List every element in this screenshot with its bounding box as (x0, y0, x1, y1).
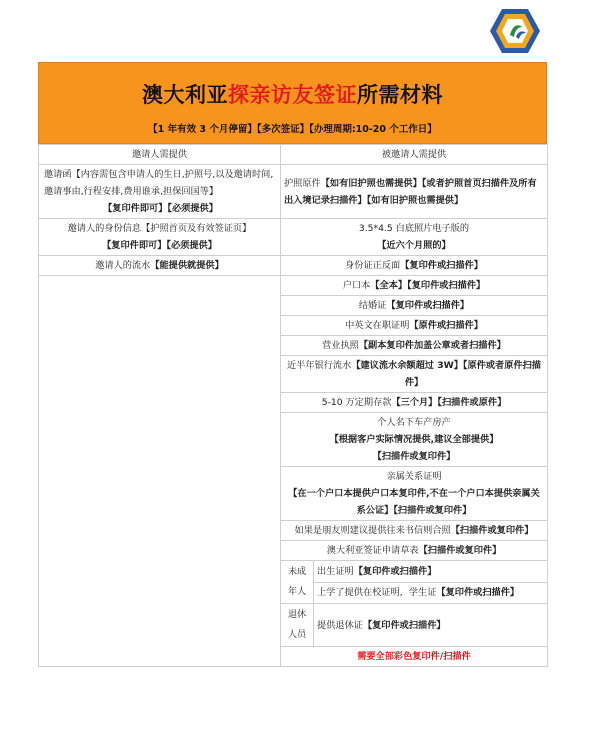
deposit-note: 【三个月】【扫描件或原件】 (391, 397, 507, 408)
license-cell (281, 336, 548, 356)
bank-note: 【建议流水余额超过 3W】【原件或者原件扫描件】 (351, 360, 541, 388)
marriage-cell (281, 296, 548, 316)
inviter-column-header: 邀请人需提供 (39, 145, 281, 165)
idcard-note: 【复印件或扫描件】 (400, 260, 483, 271)
table-row (39, 336, 548, 356)
minor-school-label: 上学了提供在校证明，学生证 (317, 587, 437, 599)
employment-label: 中英文在职证明 (345, 320, 410, 331)
table-row (39, 393, 548, 413)
empty-cell (39, 647, 281, 667)
friend-label: 如果是朋友则建议提供往来书信则合照 (294, 525, 451, 536)
minor-label: 未成年人 (281, 561, 314, 604)
inviter-flow-note: 【能提供就提供】 (150, 260, 224, 271)
minor-birth-label: 出生证明 (317, 565, 354, 577)
invitee-column-header: 被邀请人需提供 (281, 145, 548, 165)
table-row (39, 256, 548, 276)
form-label: 澳大利亚签证申请草表 (326, 545, 419, 556)
employment-cell (281, 316, 548, 336)
empty-cell (39, 604, 281, 647)
hukou-note: 【全本】【复印件或扫描件】 (370, 280, 486, 291)
empty-cell (39, 336, 281, 356)
hukou-label: 户口本 (342, 280, 371, 291)
color-copy-note: 需要全部彩色复印件/扫描件 (281, 647, 548, 667)
minor-school-note: 【复印件或扫描件】 (436, 587, 520, 599)
photo-label: 3.5*4.5 白底照片电子版的 (358, 223, 470, 234)
table-row (39, 647, 548, 667)
inviter-id-text: 邀请人的身份信息【护照首页及有效签证页】 (67, 223, 252, 234)
empty-cell (39, 296, 281, 316)
inviter-id-note: 【复印件即可】【必须提供】 (102, 240, 217, 251)
empty-cell (39, 521, 281, 541)
inviter-flow-text: 邀请人的流水 (95, 260, 151, 271)
deposit-cell (281, 393, 548, 413)
retired-text: 提供退休证 (317, 619, 363, 631)
table-row (39, 521, 548, 541)
license-label: 营业执照 (322, 340, 359, 351)
photo-cell (281, 219, 548, 256)
table-row (39, 276, 548, 296)
retired-note: 【复印件或扫描件】 (362, 619, 446, 631)
employment-note: 【原件或扫描件】 (409, 320, 483, 331)
table-row (39, 561, 548, 583)
relation-note: 【在一个户口本提供户口本复印件,不在一个户口本提供亲属关系公证】【扫描件或复印件】 (288, 488, 540, 516)
inviter-letter-text: 邀请函【内容需包含申请人的生日,护照号,以及邀请时间,邀请事由,行程安排,费用谁承,担保回国等】 (44, 169, 274, 197)
license-note: 【副本复印件加盖公章或者扫描件】 (358, 340, 506, 351)
inviter-id-cell (39, 219, 281, 256)
table-row (39, 604, 548, 647)
minor-school-cell (314, 582, 548, 604)
inviter-letter-cell (39, 165, 281, 219)
minor-birth-cell (314, 561, 548, 583)
minor-birth-note: 【复印件或扫描件】 (353, 565, 437, 577)
passport-cell (281, 165, 548, 219)
form-note: 【扫描件或复印件】 (418, 545, 502, 556)
form-cell (281, 541, 548, 561)
table-row (39, 356, 548, 393)
empty-cell (39, 393, 281, 413)
empty-cell (39, 561, 281, 583)
document-header (38, 62, 547, 144)
inviter-flow-cell (39, 256, 281, 276)
passport-label: 护照原件 (284, 177, 321, 189)
friend-cell (281, 521, 548, 541)
table-row (39, 165, 548, 219)
document (38, 62, 547, 667)
hukou-cell (281, 276, 548, 296)
table-row (39, 219, 548, 256)
passport-note: 【如有旧护照也需提供】【或者护照首页扫描件及所有出入境记录扫描件】【如有旧护照也需提供】 (284, 177, 537, 206)
company-logo-icon (489, 6, 541, 56)
table-row (39, 541, 548, 561)
retired-label: 退休人员 (281, 604, 314, 647)
materials-table (38, 144, 548, 667)
friend-note: 【扫描件或复印件】 (450, 525, 534, 536)
photo-note: 【近六个月照的】 (377, 240, 451, 251)
title-highlight: 探亲访友签证 (228, 83, 357, 107)
relation-label: 亲属关系证明 (386, 471, 442, 482)
retired-cell (314, 604, 548, 647)
title-part2: 所需材料 (357, 83, 443, 107)
document-title (39, 79, 546, 109)
marriage-label: 结婚证 (358, 300, 387, 311)
inviter-letter-note: 【复印件即可】【必须提供】 (103, 203, 218, 214)
empty-cell (39, 413, 281, 467)
empty-cell (39, 356, 281, 393)
property-note: 【根据客户实际情况提供,建议全部提供】 (329, 434, 499, 445)
property-cell (281, 413, 548, 467)
property-note-2: 【扫描件或复印件】 (372, 451, 456, 462)
empty-cell (39, 541, 281, 561)
table-row (39, 296, 548, 316)
property-label: 个人名下车产房产 (377, 417, 451, 428)
column-header-row (39, 145, 548, 165)
empty-cell (39, 276, 281, 296)
empty-cell (39, 467, 281, 521)
relation-cell (281, 467, 548, 521)
table-row (39, 316, 548, 336)
table-row (39, 413, 548, 467)
deposit-label: 5-10 万定期存款 (321, 397, 392, 408)
empty-cell (39, 316, 281, 336)
table-row (39, 467, 548, 521)
idcard-cell (281, 256, 548, 276)
bank-label: 近半年银行流水 (287, 360, 352, 371)
marriage-note: 【复印件或扫描件】 (386, 300, 470, 311)
title-part1: 澳大利亚 (142, 83, 228, 107)
empty-cell (39, 582, 281, 604)
document-subtitle: 【1 年有效 3 个月停留】【多次签证】【办理周期:10-20 个工作日】 (148, 124, 437, 135)
bank-cell (281, 356, 548, 393)
idcard-label: 身份证正反面 (345, 260, 401, 271)
